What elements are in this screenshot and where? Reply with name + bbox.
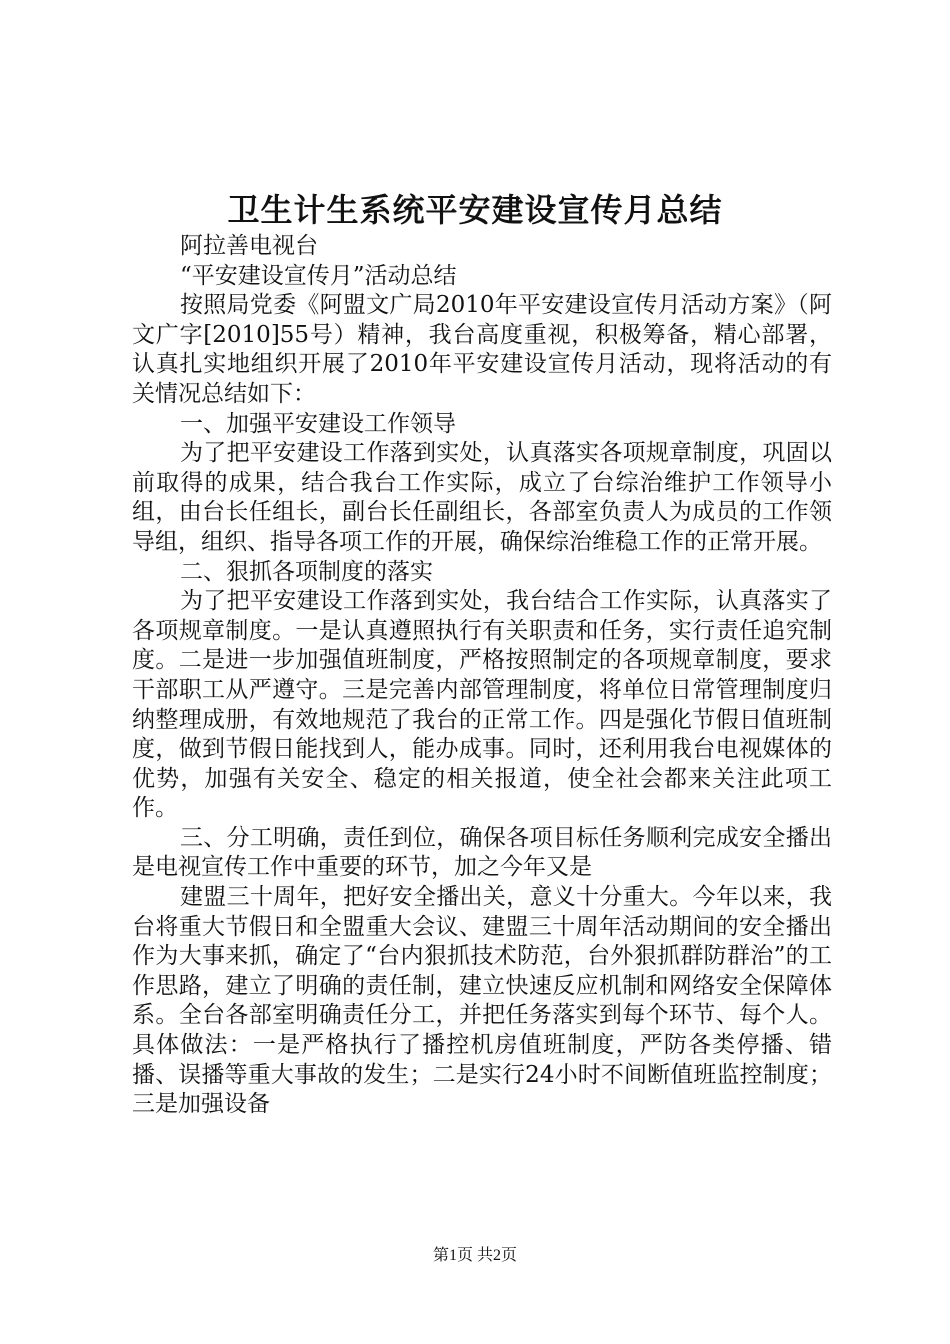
section-heading-2: 二、狠抓各项制度的落实 [180, 558, 433, 585]
paragraph-subtitle: “平安建设宣传月”活动总结 [180, 262, 457, 289]
section-heading-1: 一、加强平安建设工作领导 [180, 410, 456, 437]
page-number-footer: 第1页 共2页 [432, 1247, 517, 1264]
paragraph-intro: 按照局党委《阿盟文广局2010年平安建设宣传月活动方案》（阿文广字[2010]55号）精神，我台高度重视，积极筹备，精心部署，认真扎实地组织开展了2010年平安建设宣传月活动，现将活动的有关情况总结如下： [132, 292, 832, 407]
document-title: 卫生计生系统平安建设宣传月总结 [227, 191, 723, 229]
paragraph-section-3: 建盟三十周年，把好安全播出关，意义十分重大。今年以来，我台将重大节假日和全盟重大会议、建盟三十周年活动期间的安全播出作为大事来抓，确定了“台内狠抓技术防范，台外狠抓群防群治”的工作思路，建立了明确的责任制，建立快速反应机制和网络安全保障体系。全台各部室明确责任分工，并把任务落实到每个环节、每个人。具体做法：一是严格执行了播控机房值班制度，严防各类停播、错播、误播等重大事故的发生；二是实行24小时不间断值班监控制度；三是加强设备 [132, 884, 832, 1118]
paragraph-section-1: 为了把平安建设工作落到实处，认真落实各项规章制度，巩固以前取得的成果，结合我台工作实际，成立了台综治维护工作领导小组，由台长任组长，副台长任副组长，各部室负责人为成员的工作领导组，组织、指导各项工作的开展，确保综治维稳工作的正常开展。 [132, 440, 832, 555]
paragraph-section-2: 为了把平安建设工作落到实处，我台结合工作实际，认真落实了各项规章制度。一是认真遵照执行有关职责和任务，实行责任追究制度。二是进一步加强值班制度，严格按照制定的各项规章制度，要求干部职工从严遵守。三是完善内部管理制度，将单位日常管理制度归纳整理成册，有效地规范了我台的正常工作。四是强化节假日值班制度，做到节假日能找到人，能办成事。同时，还利用我台电视媒体的优势，加强有关安全、稳定的相关报道，使全社会都来关注此项工作。 [132, 588, 832, 822]
document-body [132, 232, 832, 1120]
paragraph-author: 阿拉善电视台 [180, 233, 318, 259]
section-heading-3: 三、分工明确，责任到位，确保各项目标任务顺利完成安全播出是电视宣传工作中重要的环节，加之今年又是 [132, 824, 832, 881]
